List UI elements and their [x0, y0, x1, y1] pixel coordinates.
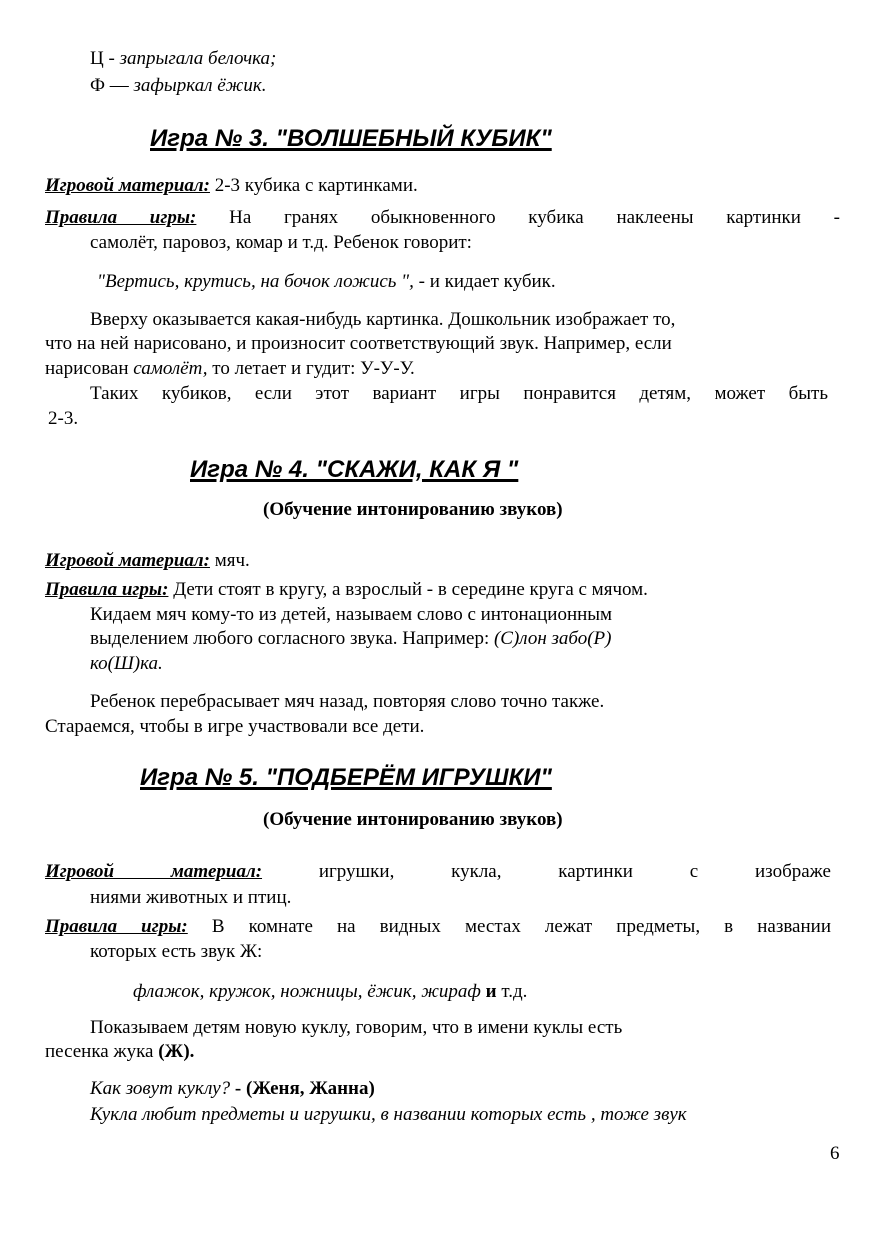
page-number: 6 — [830, 1143, 840, 1164]
text-line — [90, 628, 611, 650]
text: Кидаем мяч кому-то из детей, называем слово с интонационным — [90, 604, 613, 625]
text-line — [45, 358, 415, 380]
label: Игровой материал: — [45, 550, 210, 571]
text: самолёт, — [133, 358, 208, 379]
text: то летает и гудит: У-У-У. — [207, 358, 415, 379]
text: и — [480, 981, 497, 1002]
text: На гранях обыкновенного кубика наклеены картинки - — [196, 207, 840, 228]
text: Показываем детям новую куклу, говорим, что в имени куклы есть — [90, 1017, 623, 1038]
question-line — [90, 1078, 375, 1100]
game4-title: Игра № 4. "СКАЖИ, КАК Я " — [190, 456, 519, 483]
text: т.д. — [496, 981, 528, 1002]
intro-line — [90, 48, 276, 70]
text: запрыгала белочка; — [119, 48, 277, 69]
text: Дети стоят в кругу, а взрослый - в середине круга с мячом. — [168, 579, 648, 600]
text: ниями животных и птиц. — [90, 887, 292, 908]
intro-line — [90, 75, 266, 97]
text: самолёт, паровоз, комар и т.д. Ребенок говорит: — [90, 232, 472, 253]
words-line — [133, 981, 527, 1003]
label: Правила игры: — [45, 579, 169, 600]
game4-rules — [45, 579, 648, 601]
text: Ребенок перебрасывает мяч назад, повторяя слово точно также. — [90, 691, 605, 712]
text: 2-3. — [48, 408, 79, 429]
text: - и кидает кубик. — [413, 271, 556, 292]
game5-rules — [45, 916, 831, 938]
text: которых есть звук Ж: — [90, 941, 263, 962]
text: выделением любого согласного звука. Например: — [90, 628, 494, 649]
text: мяч. — [209, 550, 250, 571]
text: Кукла любит предметы и игрушки, в названии которых есть , тоже звук — [90, 1104, 687, 1125]
game5-subtitle: (Обучение интонированию звуков) — [263, 809, 563, 830]
game3-rules — [45, 207, 840, 229]
text: - (Женя, Жанна) — [230, 1078, 375, 1099]
label: Игровой материал: — [45, 861, 263, 882]
text: что на ней нарисовано, и произносит соответствующий звук. Например, если — [45, 333, 672, 354]
game5-title: Игра № 5. "ПОДБЕРЁМ ИГРУШКИ" — [140, 764, 552, 791]
text: В комнате на видных местах лежат предметы, в названии — [187, 916, 831, 937]
game4-subtitle: (Обучение интонированию звуков) — [263, 499, 563, 520]
text: (Ж). — [158, 1041, 195, 1062]
quote-line — [97, 271, 556, 293]
quote: "Вертись, крутись, на бочок ложись ", — [97, 271, 414, 292]
text: флажок, кружок, ножницы, ёжик, жираф — [133, 981, 481, 1002]
text: зафыркал ёжик. — [133, 75, 267, 96]
label: Правила игры: — [45, 207, 197, 228]
game3-material — [45, 175, 418, 197]
text: Таких кубиков, если этот вариант игры понравится детям, может быть — [90, 383, 828, 404]
text: Вверху оказывается какая-нибудь картинка. Дошкольник изображает то, — [90, 309, 676, 330]
letter: Ц - — [90, 48, 120, 69]
text: Как зовут куклу? — [90, 1078, 231, 1099]
text: песенка жука — [45, 1041, 159, 1062]
text-line — [45, 1041, 194, 1063]
text: (С)лон забо(Р) — [493, 628, 612, 649]
game3-title: Игра № 3. "ВОЛШЕБНЫЙ КУБИК" — [150, 125, 552, 152]
letter: Ф — — [90, 75, 134, 96]
text: игрушки, кукла, картинки с изображе — [262, 861, 831, 882]
text: Стараемся, чтобы в игре участвовали все дети. — [45, 716, 425, 737]
text: ко(Ш)ка. — [90, 653, 163, 674]
game5-material — [45, 861, 831, 883]
text: нарисован — [45, 358, 134, 379]
label: Игровой материал: — [45, 175, 210, 196]
label: Правила игры: — [45, 916, 188, 937]
game4-material — [45, 550, 250, 572]
text: 2-3 кубика с картинками. — [209, 175, 418, 196]
